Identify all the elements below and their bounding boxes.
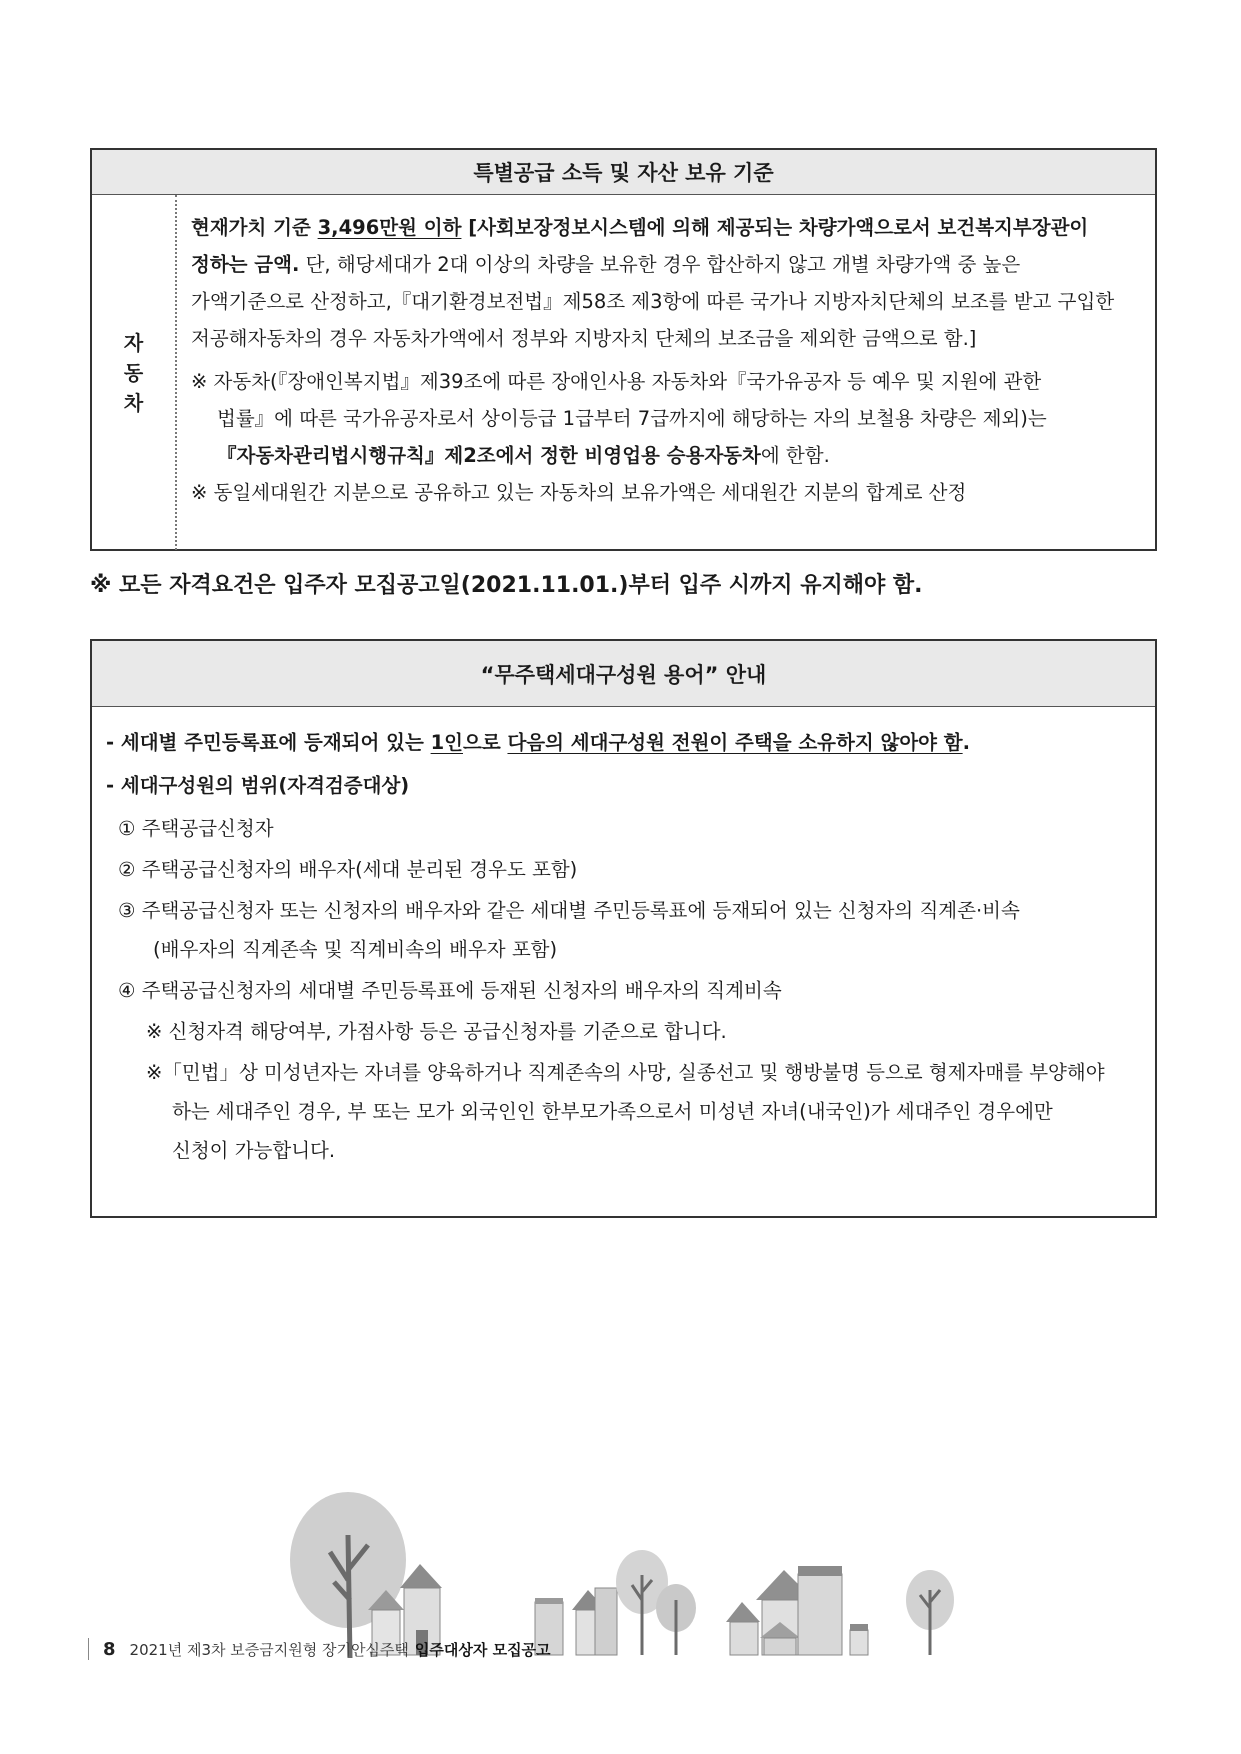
shared-vehicle-note: ※ 동일세대원간 지분으로 공유하고 있는 자동차의 보유가액은 세대원간 지분의 합계로 산정	[191, 481, 967, 504]
criteria-line: 저공해자동차의 경우 자동차가액에서 정부와 지방자치 단체의 보조금을 제외한 금액으로 함.]	[191, 327, 977, 350]
vehicle-criteria-body	[92, 195, 1155, 550]
scope-note: ※「민법」상 미성년자는 자녀를 양육하거나 직계존속의 사망, 실종선고 및 행방불명 등으로 형제자매를 부양해야	[146, 1061, 1105, 1084]
vehicle-note-cont: 『자동차관리법시행규칙』제2조에서 정한 비영업용 승용자동차에 한함.	[217, 444, 830, 467]
village-illustration	[290, 1490, 990, 1660]
house-icon	[726, 1602, 760, 1655]
household-terms-text	[92, 707, 1155, 1170]
scope-item: ④ 주택공급신청자의 세대별 주민등록표에 등재된 신청자의 배우자의 직계비속	[118, 979, 782, 1002]
scope-item: ② 주택공급신청자의 배우자(세대 분리된 경우도 포함)	[118, 858, 578, 881]
footer-divider	[88, 1638, 89, 1660]
house-icon	[595, 1588, 617, 1655]
vehicle-criteria-text	[177, 195, 1155, 550]
household-terms-title: “무주택세대구성원 용어” 안내	[92, 641, 1155, 707]
footer-title: 2021년 제3차 보증금지원형 장기안심주택	[129, 1640, 409, 1659]
vehicle-amount-limit: 3,496만원 이하	[317, 216, 462, 239]
scope-item-cont: (배우자의 직계존속 및 직계비속의 배우자 포함)	[153, 938, 558, 961]
household-terms-box	[90, 639, 1157, 1218]
criteria-line: 정하는 금액. 단, 해당세대가 2대 이상의 차량을 보유한 경우 합산하지 않고 개별 차량가액 중 높은	[191, 253, 1021, 276]
vehicle-criteria-title: 특별공급 소득 및 자산 보유 기준	[92, 150, 1155, 195]
scope-item: ① 주택공급신청자	[118, 817, 274, 840]
house-icon	[798, 1566, 842, 1655]
vehicle-row-label	[92, 195, 177, 550]
criteria-line: 현재가치 기준 3,496만원 이하 [사회보장정보시스템에 의해 제공되는 차량가액으로서 보건복지부장관이	[191, 216, 1089, 239]
household-scope-heading: - 세대구성원의 범위(자격검증대상)	[106, 774, 410, 797]
scope-note-cont: 하는 세대주인 경우, 부 또는 모가 외국인인 한부모가족으로서 미성년 자녀(내국인)가 세대주인 경우에만	[172, 1100, 1053, 1123]
scope-note: ※ 신청자격 해당여부, 가점사항 등은 공급신청자를 기준으로 합니다.	[146, 1020, 727, 1043]
household-rule: - 세대별 주민등록표에 등재되어 있는 1인으로 다음의 세대구성원 전원이 주택을 소유하지 않아야 함.	[106, 731, 971, 754]
footer-title-bold: 입주대상자 모집공고	[414, 1640, 551, 1659]
vehicle-label-char: 차	[123, 390, 144, 415]
vehicle-criteria-box	[90, 148, 1157, 551]
scope-item: ③ 주택공급신청자 또는 신청자의 배우자와 같은 세대별 주민등록표에 등재되어 있는 신청자의 직계존·비속	[118, 899, 1020, 922]
vehicle-note-cont: 법률』에 따른 국가유공자로서 상이등급 1급부터 7급까지에 해당하는 자의 보철용 차량은 제외)는	[217, 407, 1047, 430]
house-icon	[850, 1624, 868, 1655]
eligibility-maintenance-note: ※ 모든 자격요건은 입주자 모집공고일(2021.11.01.)부터 입주 시까지 유지해야 함.	[90, 573, 923, 598]
criteria-line: 가액기준으로 산정하고,『대기환경보전법』제58조 제3항에 따른 국가나 지방자치단체의 보조를 받고 구입한	[191, 290, 1115, 313]
vehicle-note: ※ 자동차(『장애인복지법』제39조에 따른 장애인사용 자동차와『국가유공자 등 예우 및 지원에 관한	[191, 370, 1042, 393]
page-number: 8	[103, 1638, 116, 1660]
scope-note-cont: 신청이 가능합니다.	[172, 1139, 336, 1162]
vehicle-label-char: 자	[123, 330, 144, 355]
vehicle-label-char: 동	[123, 360, 144, 385]
page-footer	[88, 1637, 551, 1661]
